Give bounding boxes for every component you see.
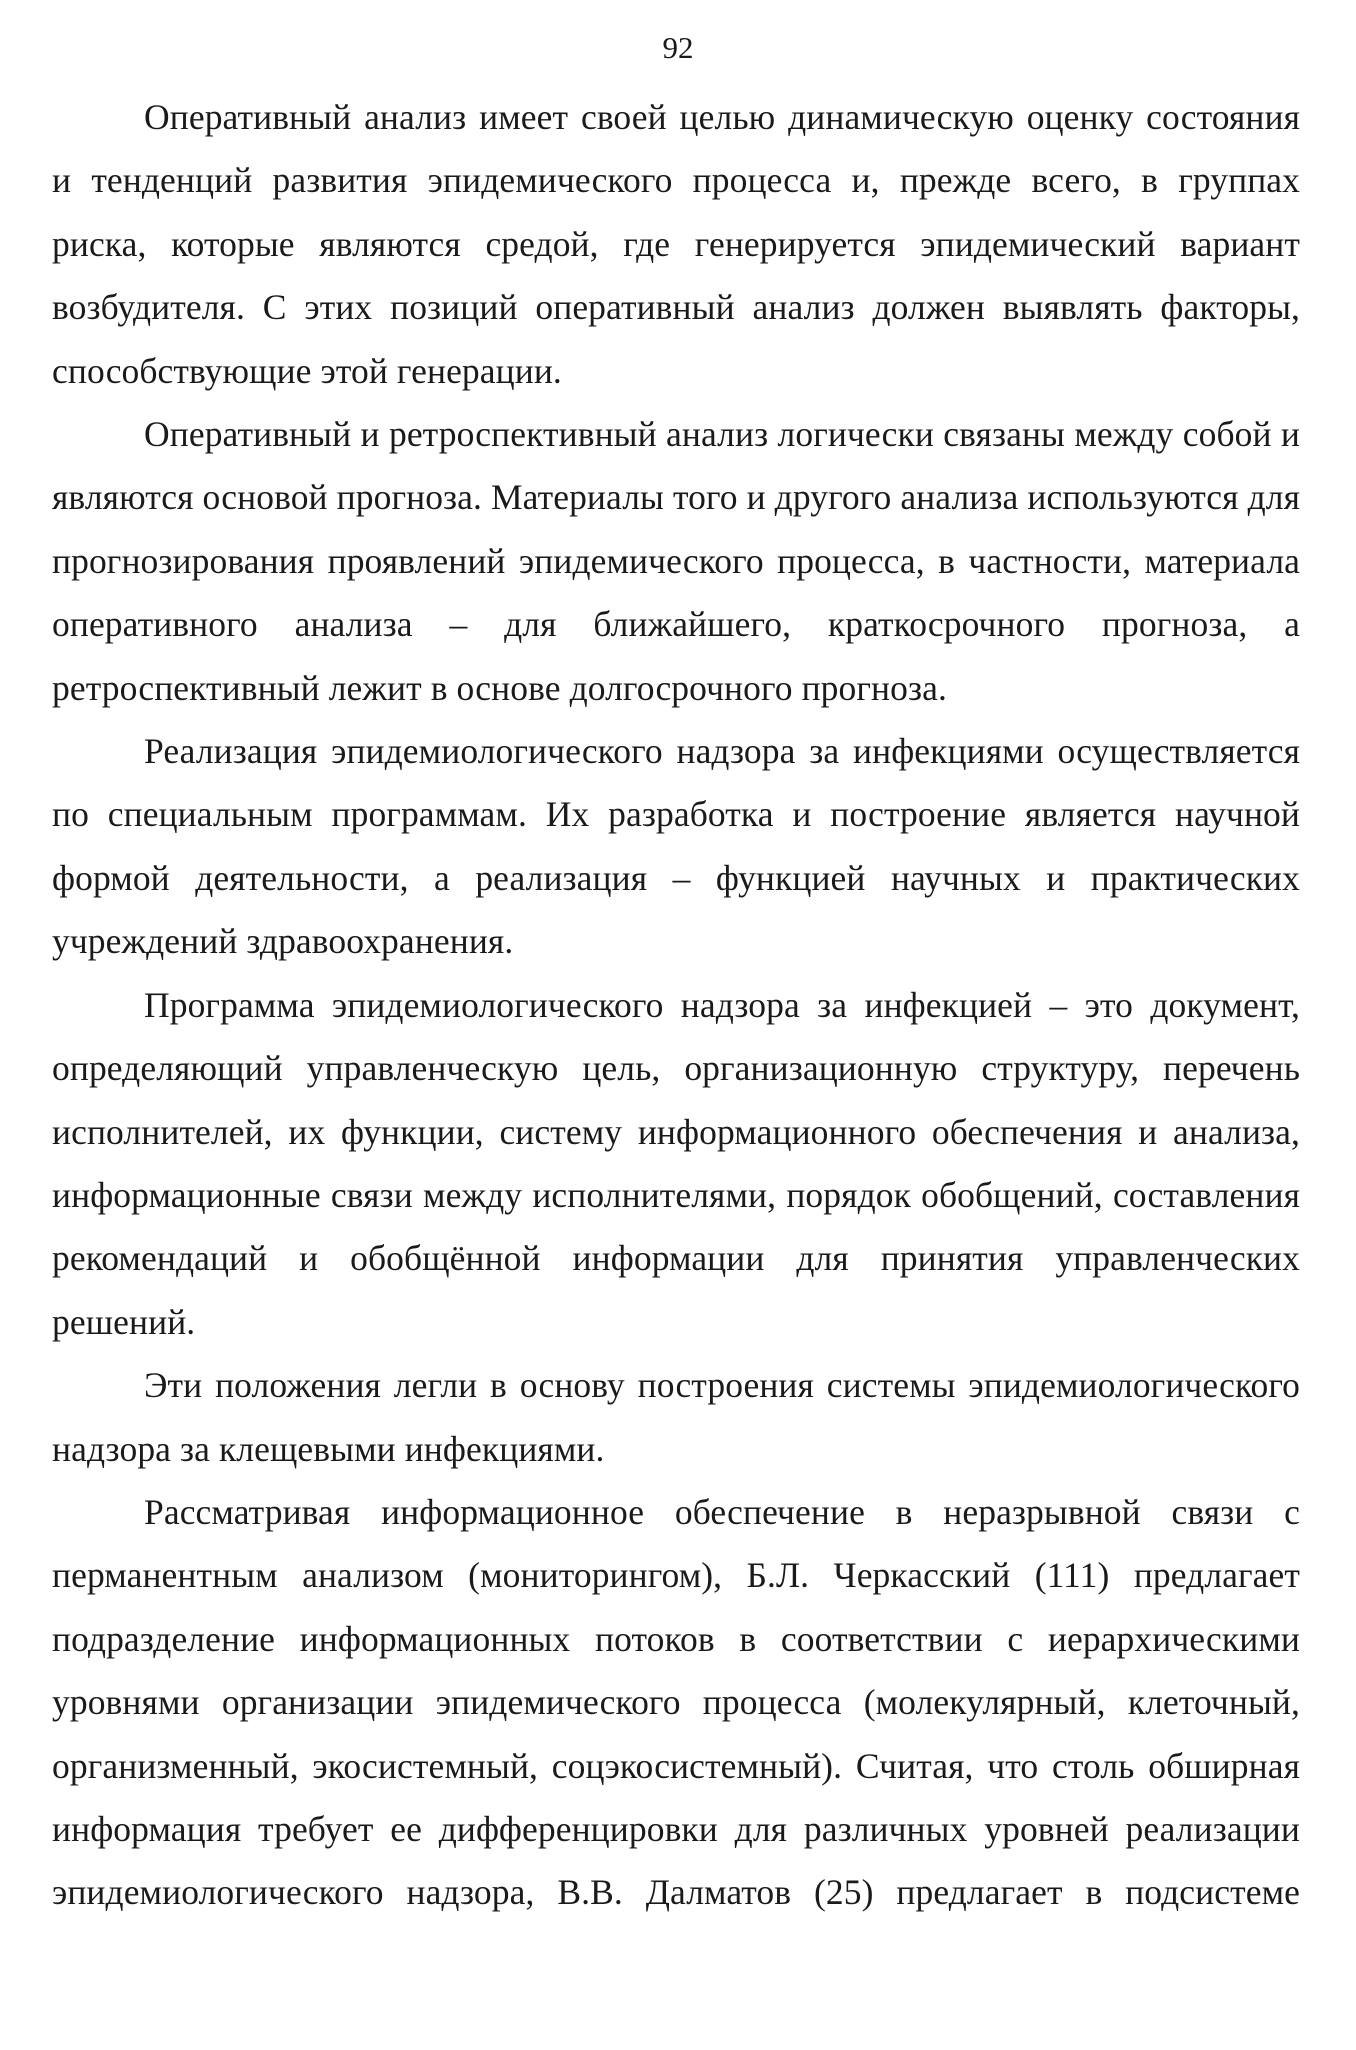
text-body	[52, 86, 1300, 1925]
paragraph-surveillance-implementation: Реализация эпидемиологического надзора за инфекциями осуществляется по специальным программам. Их разработка и построение является научной формой деятельности, а реализация – функцией научных и практических учреждений здравоохранения.	[52, 731, 1300, 962]
paragraph-tick-infections: Эти положения легли в основу построения системы эпидемиологического надзора за клещевыми инфекциями.	[52, 1365, 1300, 1469]
paragraph-information-support: Рассматривая информационное обеспечение в неразрывной связи с перманентным анализом (мониторингом), Б.Л. Черкасский (111) предлагает подразделение информационных потоков в соответствии с иерархическими уровнями организации эпидемического процесса (молекулярный, клеточный, организменный, экосистемный, соцэкосистемный). Считая, что столь обширная информация требует ее дифференцировки для различных уровней реализации эпидемиологического надзора, В.В. Далматов (25) предлагает в подсистеме	[52, 1491, 1300, 1913]
page-number: 92	[662, 30, 694, 65]
paragraph-operative-retrospective: Оперативный и ретроспективный анализ логически связаны между собой и являются основой прогноза. Материалы того и другого анализа используются для прогнозирования проявлений эпидемического процесса, в частности, материала оперативного анализа – для ближайшего, краткосрочного прогноза, а ретроспективный лежит в основе долгосрочного прогноза.	[52, 414, 1300, 708]
paragraph-surveillance-program: Программа эпидемиологического надзора за инфекцией – это документ, определяющий управленческую цель, организационную структуру, перечень исполнителей, их функции, систему информационного обеспечения и анализа, информационные связи между исполнителями, порядок обобщений, составления рекомендаций и обобщённой информации для принятия управленческих решений.	[52, 984, 1300, 1342]
paragraph-operative-analysis: Оперативный анализ имеет своей целью динамическую оценку состояния и тенденций развития эпидемического процесса и, прежде всего, в группах риска, которые являются средой, где генерируется эпидемический вариант возбудителя. С этих позиций оперативный анализ должен выявлять факторы, способствующие этой генерации.	[52, 97, 1300, 391]
